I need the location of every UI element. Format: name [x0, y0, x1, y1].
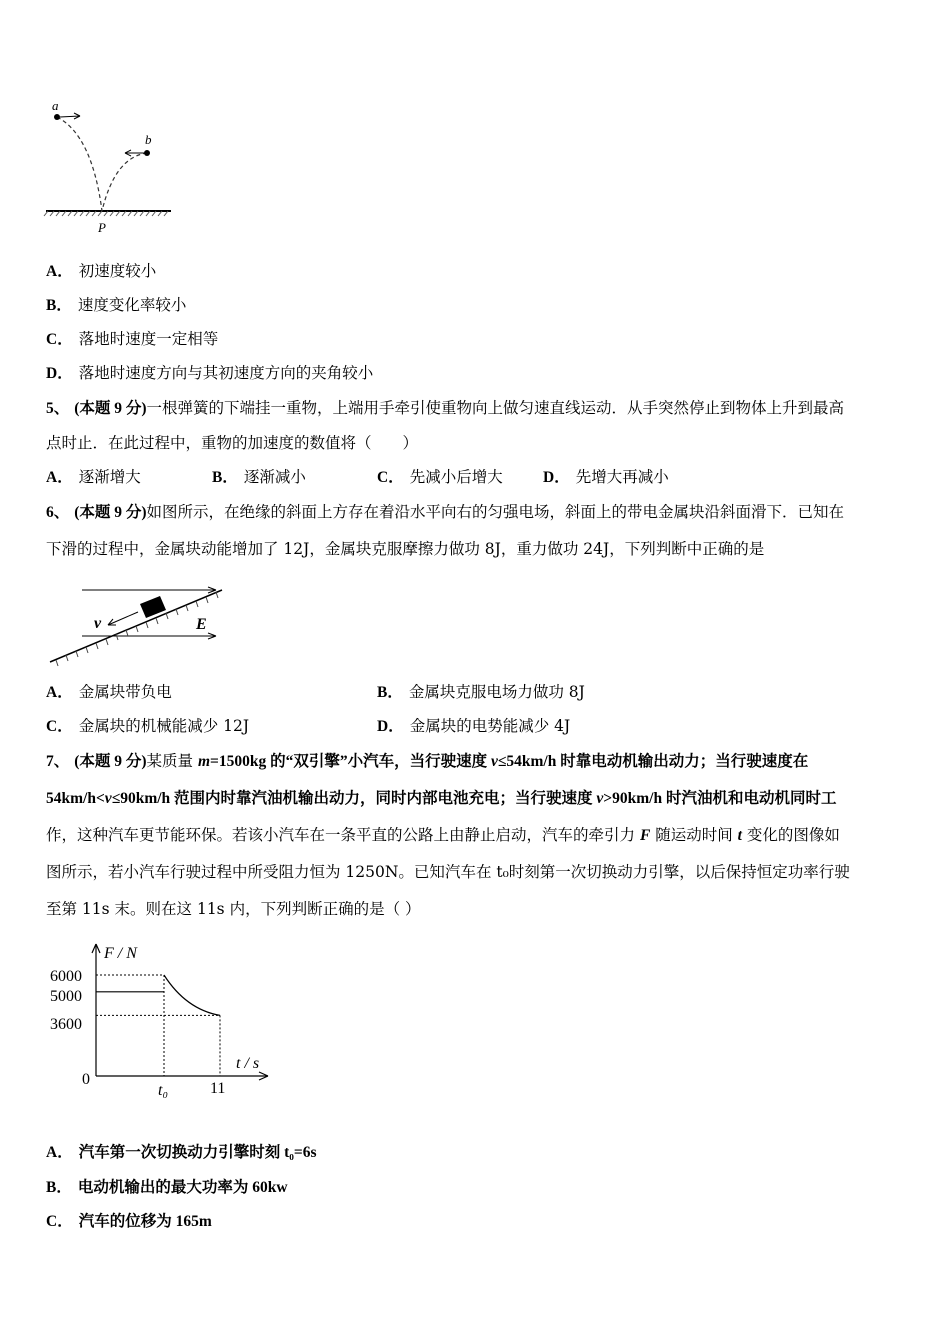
origin-label: 0 — [82, 1071, 90, 1088]
q4-option-b: B． 速度变化率较小 — [46, 296, 187, 314]
q6-stem-line2: 下滑的过程中，金属块动能增加了 12J，金属块克服摩擦力做功 8J，重力做功 24J，下列判断中正确的是 — [46, 540, 765, 558]
q6-option-d: D． 金属块的电势能减少 4J — [377, 717, 571, 735]
y-tick-5000: 5000 — [50, 988, 82, 1005]
q7-stem-line3: 作，这种汽车更节能环保。若该小汽车在一条平直的公路上由静止启动，汽车的牵引力 F 随运动时间 t 变化的图像如 — [46, 826, 840, 844]
q7-option-c: C． 汽车的位移为 165m — [46, 1213, 212, 1230]
q6-option-b: B． 金属块克服电场力做功 8J — [377, 683, 585, 701]
curve-constant-power — [164, 975, 220, 1015]
y-axis-label: F / N — [104, 945, 137, 962]
q5-option-a: A． 逐渐增大 — [46, 468, 141, 486]
q7-stem-line2: 54km/h<v≤90km/h 范围内时靠汽油机输出动力，同时内部电池充电；当行驶速度 v>90km/h 时汽油机和电动机同时工 — [46, 790, 837, 807]
label-v: v — [94, 615, 102, 632]
x-axis-label: t / s — [236, 1055, 260, 1072]
label-p: P — [98, 220, 106, 235]
q7-stem-line1: 7、 (本题 9 分)某质量 m=1500kg 的“双引擎”小汽车，当行驶速度 v≤54km/h 时靠电动机输出动力；当行驶速度在 — [46, 752, 809, 770]
force-time-chart — [46, 940, 276, 1110]
q5-option-d: D． 先增大再减小 — [543, 468, 669, 486]
q7-stem-line4: 图所示，若小汽车行驶过程中所受阻力恒为 1250N。已知汽车在 t₀时刻第一次切换动力引擎，以后保持恒定功率行驶 — [46, 863, 850, 881]
y-tick-3600: 3600 — [50, 1016, 82, 1033]
q6-stem-line1: 6、 (本题 9 分)如图所示，在绝缘的斜面上方存在着沿水平向右的匀强电场，斜面上的带电金属块沿斜面滑下．已知在 — [46, 503, 845, 521]
projectile-figure — [40, 95, 180, 240]
y-tick-6000: 6000 — [50, 968, 82, 985]
q6-option-c: C． 金属块的机械能减少 12J — [46, 717, 250, 735]
x-tick-t0: t₀ — [158, 1082, 169, 1099]
q5-option-b: B． 逐渐减小 — [212, 468, 306, 486]
q6-option-a: A． 金属块带负电 — [46, 683, 172, 701]
x-tick-11: 11 — [210, 1080, 226, 1097]
q5-stem-line1: 5、 (本题 9 分)一根弹簧的下端挂一重物，上端用手牵引使重物向上做匀速直线运动．从手突然停止到物体上升到最高 — [46, 399, 845, 417]
label-a: a — [52, 98, 59, 113]
q5-option-c: C． 先减小后增大 — [377, 468, 503, 486]
q4-option-a: A． 初速度较小 — [46, 262, 157, 280]
q4-option-c: C． 落地时速度一定相等 — [46, 330, 219, 348]
q7-stem-line5: 至第 11s 末。则在这 11s 内，下列判断正确的是（ ） — [46, 900, 421, 918]
label-b: b — [145, 132, 152, 147]
incline-figure — [46, 582, 226, 670]
q7-option-b: B． 电动机输出的最大功率为 60kw — [46, 1179, 288, 1196]
q5-stem-line2: 点时止．在此过程中，重物的加速度的数值将（ ） — [46, 434, 419, 452]
q4-option-d: D． 落地时速度方向与其初速度方向的夹角较小 — [46, 364, 374, 382]
q7-option-a: A． 汽车第一次切换动力引擎时刻 t₀=6s — [46, 1144, 317, 1161]
label-e: E — [196, 616, 207, 633]
